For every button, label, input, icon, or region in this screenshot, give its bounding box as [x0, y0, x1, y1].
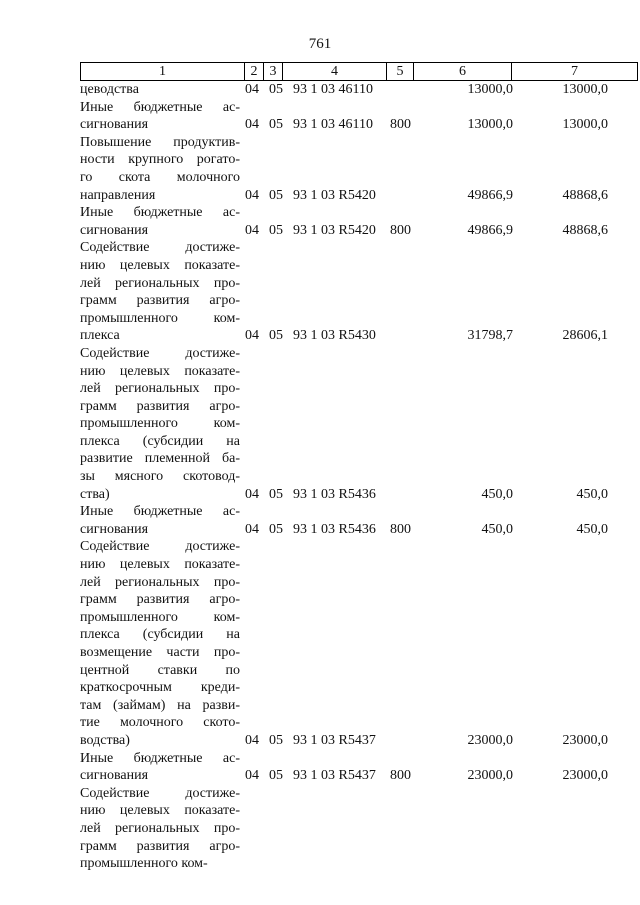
description-line: Иные бюджетные ас-	[80, 750, 240, 766]
subsection-code: 05	[269, 187, 283, 203]
chapter-code: 04	[245, 486, 259, 502]
subsection-code: 05	[269, 732, 283, 748]
target-article-code: 93 1 03 R5420	[293, 187, 376, 203]
chapter-code: 04	[245, 82, 259, 97]
table-row	[80, 81, 640, 99]
description-line: ства)	[80, 486, 110, 502]
amount-col-6: 450,0	[481, 521, 513, 537]
description-line: сигнования	[80, 222, 149, 238]
target-article-code: 93 1 03 R5430	[293, 328, 376, 344]
amount-col-7: 13000,0	[562, 117, 608, 133]
description-line: цеводства	[80, 82, 139, 97]
description-line: нию целевых показате-	[80, 803, 240, 819]
description-line: возмещение части про-	[80, 645, 240, 660]
description-line: грамм развития агро-	[80, 293, 240, 309]
row-codes	[80, 327, 640, 345]
description-line: лей региональных про-	[80, 381, 240, 397]
description-line: нию целевых показате-	[80, 257, 240, 273]
table-row	[80, 134, 640, 204]
table-body	[80, 81, 640, 873]
target-article-code: 93 1 03 R5436	[293, 521, 376, 537]
subsection-code: 05	[269, 117, 283, 133]
subsection-code: 05	[269, 768, 283, 784]
table-row	[80, 503, 640, 538]
description-line: Иные бюджетные ас-	[80, 205, 240, 221]
subsection-code: 05	[269, 328, 283, 344]
header-col-1: 1	[159, 64, 166, 79]
description-line: лей региональных про-	[80, 574, 240, 590]
chapter-code: 04	[245, 187, 259, 203]
description-line: нию целевых показате-	[80, 557, 240, 573]
amount-col-7: 13000,0	[562, 82, 608, 97]
chapter-code: 04	[245, 768, 259, 784]
table-header	[80, 62, 638, 81]
description-line: водства)	[80, 732, 130, 748]
table-row	[80, 204, 640, 239]
description-line: Содействие достиже-	[80, 785, 240, 801]
amount-col-6: 49866,9	[467, 187, 513, 203]
table-row	[80, 785, 640, 873]
amount-col-6: 23000,0	[467, 732, 513, 748]
subsection-code: 05	[269, 486, 283, 502]
header-col-3: 3	[269, 64, 277, 79]
description-line: Содействие достиже-	[80, 240, 240, 256]
amount-col-7: 48868,6	[562, 187, 608, 203]
header-col-6: 6	[459, 64, 466, 79]
amount-col-6: 49866,9	[467, 222, 513, 238]
amount-col-7: 450,0	[576, 521, 608, 537]
target-article-code: 93 1 03 R5437	[293, 768, 376, 784]
target-article-code: 93 1 03 46110	[293, 82, 373, 97]
description-line: сигнования	[80, 117, 149, 133]
description-line: плекса	[80, 328, 120, 344]
description-line: лей региональных про-	[80, 820, 240, 836]
row-codes	[80, 521, 640, 539]
expense-type-code: 800	[390, 117, 411, 133]
description-line: грамм развития агро-	[80, 592, 240, 608]
row-codes	[80, 486, 640, 504]
chapter-code: 04	[245, 328, 259, 344]
description-line: краткосрочным креди-	[80, 680, 240, 696]
row-description	[80, 345, 240, 503]
description-line: Иные бюджетные ас-	[80, 99, 240, 115]
expense-type-code: 800	[390, 768, 411, 784]
amount-col-7: 23000,0	[562, 768, 608, 784]
description-line: промышленного ком-	[80, 310, 240, 326]
chapter-code: 04	[245, 521, 259, 537]
row-codes	[80, 187, 640, 205]
table-row	[80, 345, 640, 503]
target-article-code: 93 1 03 R5437	[293, 732, 376, 748]
target-article-code: 93 1 03 R5420	[293, 222, 376, 238]
subsection-code: 05	[269, 82, 283, 97]
description-line: развитие племенной ба-	[80, 451, 240, 467]
description-line: Содействие достиже-	[80, 345, 240, 361]
description-line: промышленного ком-	[80, 416, 240, 432]
description-line: нию целевых показате-	[80, 363, 240, 379]
amount-col-6: 450,0	[481, 486, 513, 502]
description-line: сигнования	[80, 521, 149, 537]
amount-col-7: 23000,0	[562, 732, 608, 748]
description-line: плекса (субсидии на	[80, 627, 240, 643]
description-line: там (займам) на разви-	[80, 697, 240, 713]
expense-type-code: 800	[390, 222, 411, 238]
expense-type-code: 800	[390, 521, 411, 537]
row-description	[80, 538, 240, 749]
description-line: направления	[80, 187, 156, 203]
row-codes	[80, 222, 640, 240]
table-row	[80, 538, 640, 749]
header-col-2: 2	[250, 64, 258, 79]
row-codes	[80, 81, 640, 99]
amount-col-7: 48868,6	[562, 222, 608, 238]
subsection-code: 05	[269, 222, 283, 238]
description-line: лей региональных про-	[80, 275, 240, 291]
chapter-code: 04	[245, 222, 259, 238]
target-article-code: 93 1 03 R5436	[293, 486, 376, 502]
header-col-7: 7	[571, 64, 578, 79]
target-article-code: 93 1 03 46110	[293, 117, 373, 133]
amount-col-6: 23000,0	[467, 768, 513, 784]
table-row	[80, 750, 640, 785]
amount-col-7: 28606,1	[562, 328, 608, 344]
description-line: грамм развития агро-	[80, 838, 240, 854]
description-line: сигнования	[80, 768, 149, 784]
row-codes	[80, 855, 640, 873]
amount-col-6: 13000,0	[467, 82, 513, 97]
description-line: плекса (субсидии на	[80, 433, 240, 449]
chapter-code: 04	[245, 117, 259, 133]
amount-col-6: 13000,0	[467, 117, 513, 133]
description-line: Иные бюджетные ас-	[80, 504, 240, 520]
description-line: го скота молочного	[80, 169, 240, 185]
row-codes	[80, 116, 640, 134]
row-codes	[80, 767, 640, 785]
header-col-5: 5	[396, 64, 404, 79]
amount-col-7: 450,0	[576, 486, 608, 502]
chapter-code: 04	[245, 732, 259, 748]
header-col-4: 4	[331, 64, 338, 79]
description-line: промышленного ком-	[80, 856, 208, 872]
description-line: Содействие достиже-	[80, 539, 240, 555]
amount-col-6: 31798,7	[467, 328, 513, 344]
table-row	[80, 239, 640, 345]
description-line: ности крупного рогато-	[80, 152, 240, 168]
description-line: зы мясного скотовод-	[80, 469, 240, 485]
table-row	[80, 99, 640, 134]
subsection-code: 05	[269, 521, 283, 537]
description-line: грамм развития агро-	[80, 398, 240, 414]
description-line: центной ставки по	[80, 662, 240, 678]
page-number: 761	[308, 36, 332, 52]
description-line: Повышение продуктив-	[80, 134, 240, 150]
description-line: тие молочного ското-	[80, 715, 240, 731]
row-codes	[80, 732, 640, 750]
description-line: промышленного ком-	[80, 609, 240, 625]
